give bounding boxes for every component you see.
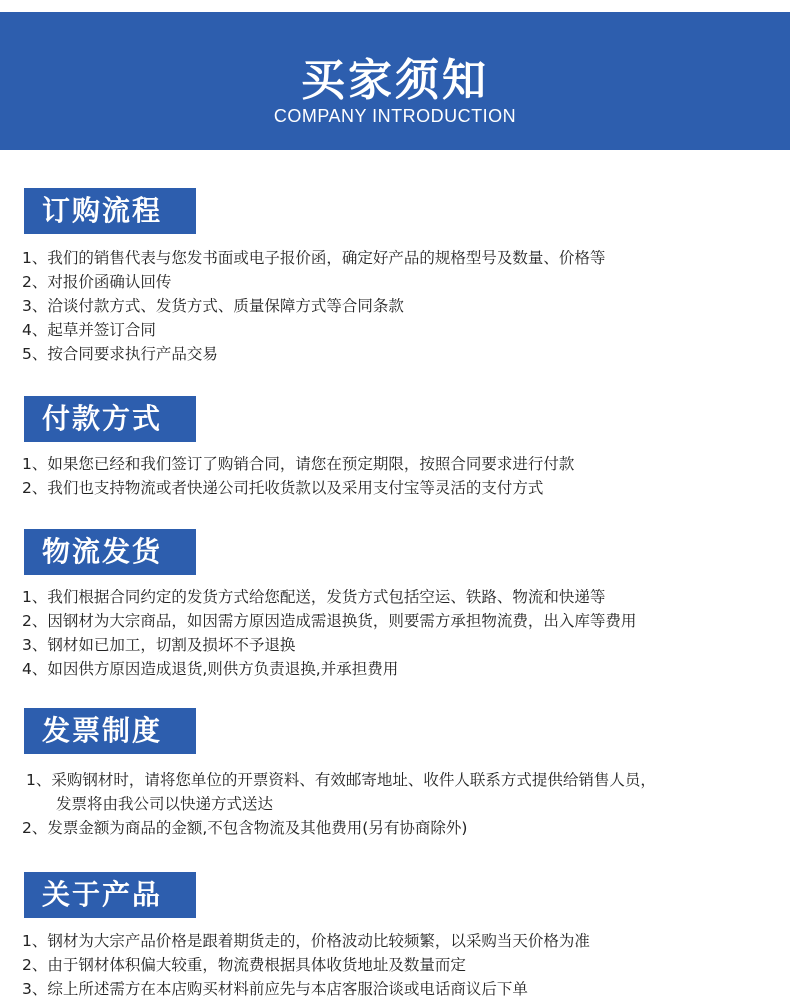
list-item: 2、我们也支持物流或者快递公司托收货款以及采用支付宝等灵活的支付方式 [22,479,544,497]
list-item: 2、对报价函确认回传 [22,273,172,291]
page-subtitle: COMPANY INTRODUCTION [273,106,517,126]
section-heading: 付款方式 [24,396,196,442]
list-item: 4、如因供方原因造成退货,则供方负责退换,并承担费用 [22,660,399,678]
section-list [22,246,780,366]
header-banner [0,12,790,150]
list-item-continuation: 发票将由我公司以快递方式送达 [56,795,274,813]
section-heading: 发票制度 [24,708,196,754]
section-heading: 订购流程 [24,188,196,234]
list-item: 4、起草并签订合同 [22,321,156,339]
section-list [22,452,780,500]
page-title: 买家须知 [301,55,489,106]
section-list [22,768,780,840]
list-item: 1、我们的销售代表与您发书面或电子报价函，确定好产品的规格型号及数量、价格等 [22,249,606,267]
list-item: 1、如果您已经和我们签订了购销合同，请您在预定期限，按照合同要求进行付款 [22,455,575,473]
list-item: 1、采购钢材时，请将您单位的开票资料、有效邮寄地址、收件人联系方式提供给销售人员， [26,771,656,789]
list-item: 3、钢材如已加工，切割及损坏不予退换 [22,636,296,654]
section-list [22,929,780,1001]
list-item: 5、按合同要求执行产品交易 [22,345,218,363]
section-heading: 物流发货 [24,529,196,575]
list-item: 1、我们根据合同约定的发货方式给您配送，发货方式包括空运、铁路、物流和快递等 [22,588,606,606]
list-item: 3、洽谈付款方式、发货方式、质量保障方式等合同条款 [22,297,404,315]
section-list [22,585,780,681]
section-heading: 关于产品 [24,872,196,918]
list-item: 1、钢材为大宗产品价格是跟着期货走的，价格波动比较频繁，以采购当天价格为准 [22,932,590,950]
list-item: 2、因钢材为大宗商品，如因需方原因造成需退换货，则要需方承担物流费，出入库等费用 [22,612,637,630]
list-item: 3、综上所述需方在本店购买材料前应先与本店客服洽谈或电话商议后下单 [22,980,528,998]
list-item: 2、发票金额为商品的金额,不包含物流及其他费用(另有协商除外) [22,819,468,837]
list-item: 2、由于钢材体积偏大较重，物流费根据具体收货地址及数量而定 [22,956,466,974]
